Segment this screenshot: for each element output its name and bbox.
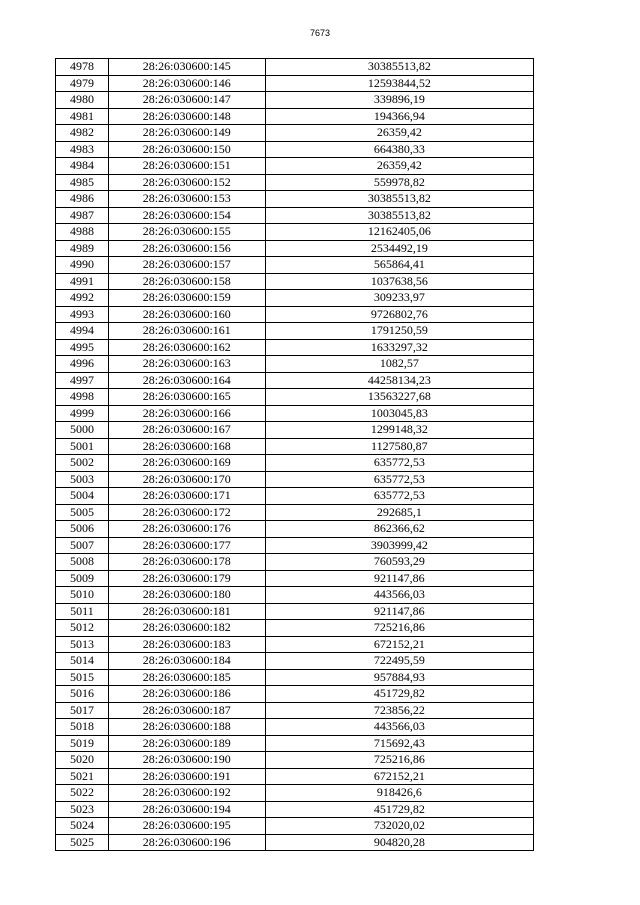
row-number-cell: 4994 <box>56 323 109 340</box>
table-row <box>56 554 534 571</box>
cadastral-value-cell: 451729,82 <box>265 801 533 818</box>
table-row <box>56 620 534 637</box>
table-row <box>56 735 534 752</box>
row-number-cell: 4991 <box>56 273 109 290</box>
row-number-cell: 5003 <box>56 471 109 488</box>
table-row <box>56 504 534 521</box>
cadastral-value-cell: 725216,86 <box>265 752 533 769</box>
cadastral-value-cell: 921147,86 <box>265 603 533 620</box>
table-row <box>56 471 534 488</box>
row-number-cell: 4987 <box>56 207 109 224</box>
table-row <box>56 818 534 835</box>
table-row <box>56 653 534 670</box>
cadastral-number-cell: 28:26:030600:156 <box>108 240 265 257</box>
table-row <box>56 323 534 340</box>
cadastral-value-cell: 723856,22 <box>265 702 533 719</box>
page-number: 7673 <box>309 28 331 38</box>
table-row <box>56 158 534 175</box>
table-row <box>56 405 534 422</box>
table-row <box>56 108 534 125</box>
cadastral-number-cell: 28:26:030600:159 <box>108 290 265 307</box>
cadastral-number-cell: 28:26:030600:160 <box>108 306 265 323</box>
cadastral-number-cell: 28:26:030600:191 <box>108 768 265 785</box>
cadastral-value-cell: 559978,82 <box>265 174 533 191</box>
table-row <box>56 834 534 851</box>
cadastral-value-cell: 1127580,87 <box>265 438 533 455</box>
cadastral-number-cell: 28:26:030600:185 <box>108 669 265 686</box>
cadastral-value-cell: 1633297,32 <box>265 339 533 356</box>
cadastral-number-cell: 28:26:030600:148 <box>108 108 265 125</box>
cadastral-number-cell: 28:26:030600:189 <box>108 735 265 752</box>
cadastral-value-cell: 672152,21 <box>265 768 533 785</box>
table-row <box>56 339 534 356</box>
table-row <box>56 521 534 538</box>
table-row <box>56 570 534 587</box>
row-number-cell: 4993 <box>56 306 109 323</box>
cadastral-value-cell: 635772,53 <box>265 471 533 488</box>
cadastral-number-cell: 28:26:030600:186 <box>108 686 265 703</box>
cadastral-value-cell: 30385513,82 <box>265 59 533 76</box>
cadastral-number-cell: 28:26:030600:194 <box>108 801 265 818</box>
row-number-cell: 5001 <box>56 438 109 455</box>
cadastral-value-cell: 13563227,68 <box>265 389 533 406</box>
cadastral-value-cell: 635772,53 <box>265 488 533 505</box>
row-number-cell: 5022 <box>56 785 109 802</box>
table-row <box>56 191 534 208</box>
cadastral-value-cell: 904820,28 <box>265 834 533 851</box>
row-number-cell: 4985 <box>56 174 109 191</box>
cadastral-number-cell: 28:26:030600:183 <box>108 636 265 653</box>
cadastral-number-cell: 28:26:030600:168 <box>108 438 265 455</box>
table-row <box>56 752 534 769</box>
cadastral-value-cell: 1082,57 <box>265 356 533 373</box>
cadastral-value-cell: 715692,43 <box>265 735 533 752</box>
row-number-cell: 5011 <box>56 603 109 620</box>
cadastral-number-cell: 28:26:030600:176 <box>108 521 265 538</box>
row-number-cell: 5025 <box>56 834 109 851</box>
row-number-cell: 5020 <box>56 752 109 769</box>
row-number-cell: 5009 <box>56 570 109 587</box>
cadastral-value-cell: 12593844,52 <box>265 75 533 92</box>
cadastral-value-cell: 672152,21 <box>265 636 533 653</box>
row-number-cell: 5014 <box>56 653 109 670</box>
table-row <box>56 207 534 224</box>
row-number-cell: 5000 <box>56 422 109 439</box>
cadastral-number-cell: 28:26:030600:165 <box>108 389 265 406</box>
table-row <box>56 75 534 92</box>
row-number-cell: 4981 <box>56 108 109 125</box>
row-number-cell: 4988 <box>56 224 109 241</box>
cadastral-value-cell: 292685,1 <box>265 504 533 521</box>
cadastral-number-cell: 28:26:030600:172 <box>108 504 265 521</box>
cadastral-number-cell: 28:26:030600:187 <box>108 702 265 719</box>
cadastral-number-cell: 28:26:030600:178 <box>108 554 265 571</box>
row-number-cell: 5023 <box>56 801 109 818</box>
cadastral-number-cell: 28:26:030600:151 <box>108 158 265 175</box>
cadastral-number-cell: 28:26:030600:170 <box>108 471 265 488</box>
row-number-cell: 5007 <box>56 537 109 554</box>
cadastral-number-cell: 28:26:030600:167 <box>108 422 265 439</box>
table-row <box>56 174 534 191</box>
cadastral-number-cell: 28:26:030600:161 <box>108 323 265 340</box>
table-body <box>56 59 534 851</box>
cadastral-number-cell: 28:26:030600:154 <box>108 207 265 224</box>
table-row <box>56 224 534 241</box>
cadastral-value-cell: 9726802,76 <box>265 306 533 323</box>
cadastral-number-cell: 28:26:030600:155 <box>108 224 265 241</box>
table-row <box>56 290 534 307</box>
table-row <box>56 438 534 455</box>
cadastral-number-cell: 28:26:030600:157 <box>108 257 265 274</box>
cadastral-value-cell: 26359,42 <box>265 125 533 142</box>
row-number-cell: 4992 <box>56 290 109 307</box>
cadastral-value-cell: 732020,02 <box>265 818 533 835</box>
cadastral-number-cell: 28:26:030600:192 <box>108 785 265 802</box>
cadastral-number-cell: 28:26:030600:152 <box>108 174 265 191</box>
row-number-cell: 5017 <box>56 702 109 719</box>
row-number-cell: 5013 <box>56 636 109 653</box>
cadastral-number-cell: 28:26:030600:171 <box>108 488 265 505</box>
row-number-cell: 5015 <box>56 669 109 686</box>
cadastral-value-cell: 722495,59 <box>265 653 533 670</box>
row-number-cell: 5004 <box>56 488 109 505</box>
row-number-cell: 4995 <box>56 339 109 356</box>
cadastral-number-cell: 28:26:030600:150 <box>108 141 265 158</box>
cadastral-value-cell: 339896,19 <box>265 92 533 109</box>
table-row <box>56 125 534 142</box>
row-number-cell: 4984 <box>56 158 109 175</box>
cadastral-value-cell: 1003045,83 <box>265 405 533 422</box>
row-number-cell: 5005 <box>56 504 109 521</box>
table-row <box>56 785 534 802</box>
cadastral-value-cell: 635772,53 <box>265 455 533 472</box>
row-number-cell: 4997 <box>56 372 109 389</box>
cadastral-value-cell: 1299148,32 <box>265 422 533 439</box>
cadastral-number-cell: 28:26:030600:158 <box>108 273 265 290</box>
table-row <box>56 141 534 158</box>
row-number-cell: 5019 <box>56 735 109 752</box>
cadastral-value-cell: 26359,42 <box>265 158 533 175</box>
row-number-cell: 5016 <box>56 686 109 703</box>
row-number-cell: 5021 <box>56 768 109 785</box>
cadastral-number-cell: 28:26:030600:163 <box>108 356 265 373</box>
row-number-cell: 5006 <box>56 521 109 538</box>
cadastral-value-cell: 957884,93 <box>265 669 533 686</box>
row-number-cell: 5008 <box>56 554 109 571</box>
table-row <box>56 801 534 818</box>
cadastral-number-cell: 28:26:030600:182 <box>108 620 265 637</box>
table-row <box>56 488 534 505</box>
cadastral-value-cell: 1791250,59 <box>265 323 533 340</box>
row-number-cell: 5024 <box>56 818 109 835</box>
row-number-cell: 5010 <box>56 587 109 604</box>
row-number-cell: 4998 <box>56 389 109 406</box>
cadastral-number-cell: 28:26:030600:149 <box>108 125 265 142</box>
cadastral-number-cell: 28:26:030600:153 <box>108 191 265 208</box>
cadastral-value-cell: 30385513,82 <box>265 191 533 208</box>
table-row <box>56 455 534 472</box>
cadastral-number-cell: 28:26:030600:190 <box>108 752 265 769</box>
table-row <box>56 702 534 719</box>
table-row <box>56 240 534 257</box>
cadastral-value-cell: 44258134,23 <box>265 372 533 389</box>
cadastral-number-cell: 28:26:030600:181 <box>108 603 265 620</box>
cadastral-number-cell: 28:26:030600:145 <box>108 59 265 76</box>
row-number-cell: 5012 <box>56 620 109 637</box>
table-row <box>56 603 534 620</box>
row-number-cell: 4980 <box>56 92 109 109</box>
cadastral-value-cell: 760593,29 <box>265 554 533 571</box>
table-row <box>56 306 534 323</box>
cadastral-number-cell: 28:26:030600:196 <box>108 834 265 851</box>
table-row <box>56 372 534 389</box>
row-number-cell: 5002 <box>56 455 109 472</box>
cadastral-value-cell: 443566,03 <box>265 587 533 604</box>
cadastral-number-cell: 28:26:030600:177 <box>108 537 265 554</box>
cadastral-value-table <box>55 58 534 851</box>
table-row <box>56 92 534 109</box>
table-row <box>56 537 534 554</box>
table-row <box>56 59 534 76</box>
row-number-cell: 4999 <box>56 405 109 422</box>
cadastral-value-cell: 12162405,06 <box>265 224 533 241</box>
row-number-cell: 4983 <box>56 141 109 158</box>
cadastral-value-cell: 725216,86 <box>265 620 533 637</box>
cadastral-number-cell: 28:26:030600:179 <box>108 570 265 587</box>
row-number-cell: 4996 <box>56 356 109 373</box>
row-number-cell: 4986 <box>56 191 109 208</box>
table-row <box>56 587 534 604</box>
table-row <box>56 686 534 703</box>
table-row <box>56 389 534 406</box>
row-number-cell: 4978 <box>56 59 109 76</box>
cadastral-number-cell: 28:26:030600:180 <box>108 587 265 604</box>
row-number-cell: 4989 <box>56 240 109 257</box>
row-number-cell: 4982 <box>56 125 109 142</box>
cadastral-value-cell: 1037638,56 <box>265 273 533 290</box>
row-number-cell: 4979 <box>56 75 109 92</box>
cadastral-value-cell: 30385513,82 <box>265 207 533 224</box>
table-row <box>56 636 534 653</box>
cadastral-value-cell: 3903999,42 <box>265 537 533 554</box>
cadastral-number-cell: 28:26:030600:184 <box>108 653 265 670</box>
cadastral-value-cell: 194366,94 <box>265 108 533 125</box>
cadastral-number-cell: 28:26:030600:162 <box>108 339 265 356</box>
table-row <box>56 768 534 785</box>
cadastral-value-cell: 443566,03 <box>265 719 533 736</box>
cadastral-value-cell: 565864,41 <box>265 257 533 274</box>
cadastral-number-cell: 28:26:030600:164 <box>108 372 265 389</box>
cadastral-number-cell: 28:26:030600:147 <box>108 92 265 109</box>
table-row <box>56 273 534 290</box>
cadastral-number-cell: 28:26:030600:188 <box>108 719 265 736</box>
table-row <box>56 719 534 736</box>
table-row <box>56 356 534 373</box>
cadastral-value-cell: 2534492,19 <box>265 240 533 257</box>
table-row <box>56 669 534 686</box>
cadastral-value-cell: 918426,6 <box>265 785 533 802</box>
cadastral-value-cell: 921147,86 <box>265 570 533 587</box>
cadastral-value-cell: 451729,82 <box>265 686 533 703</box>
cadastral-value-cell: 309233,97 <box>265 290 533 307</box>
row-number-cell: 4990 <box>56 257 109 274</box>
cadastral-value-cell: 664380,33 <box>265 141 533 158</box>
cadastral-number-cell: 28:26:030600:195 <box>108 818 265 835</box>
cadastral-number-cell: 28:26:030600:166 <box>108 405 265 422</box>
table-row <box>56 257 534 274</box>
table-row <box>56 422 534 439</box>
cadastral-number-cell: 28:26:030600:169 <box>108 455 265 472</box>
row-number-cell: 5018 <box>56 719 109 736</box>
cadastral-value-cell: 862366,62 <box>265 521 533 538</box>
cadastral-number-cell: 28:26:030600:146 <box>108 75 265 92</box>
